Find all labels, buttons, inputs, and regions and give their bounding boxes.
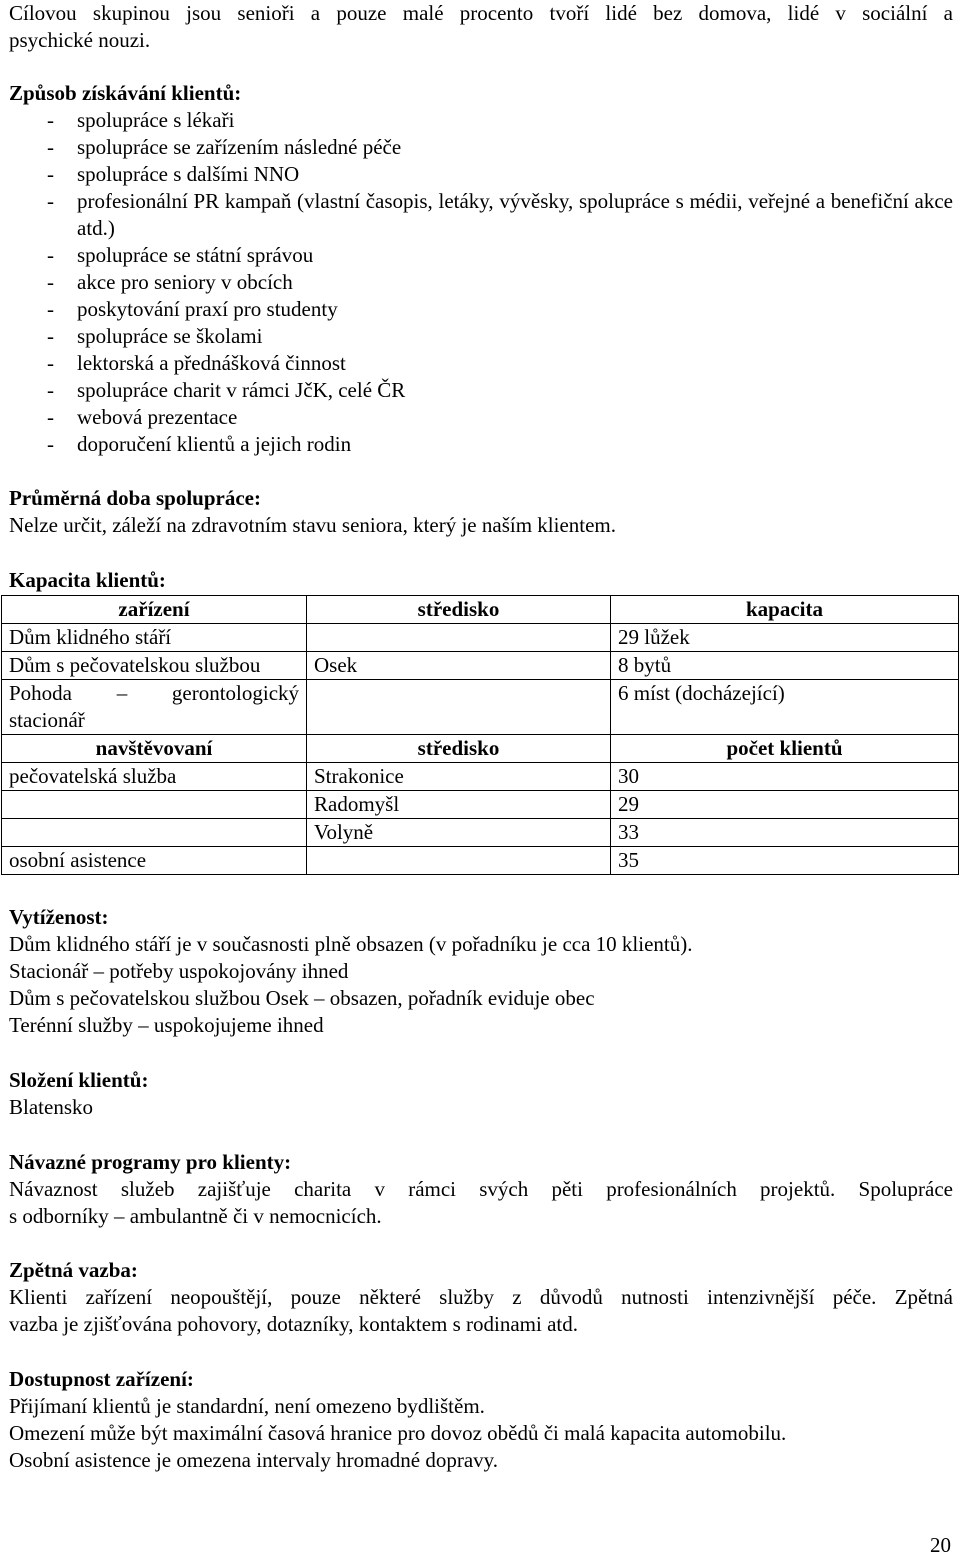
list-dash: - (47, 432, 54, 456)
availability-line: Osobní asistence je omezena intervaly hromadné dopravy. (9, 1448, 499, 1472)
table-cell: 29 lůžek (611, 624, 959, 652)
load-heading: Vytíženost: (9, 905, 109, 929)
list-item-text: spolupráce charit v rámci JčK, celé ČR (77, 378, 406, 402)
table-row (2, 680, 959, 735)
table-cell (307, 680, 611, 735)
list-item-text: doporučení klientů a jejich rodin (77, 432, 352, 456)
list-dash: - (47, 351, 54, 375)
programs-line-1: Návaznost služeb zajišťuje charita v rámci svých pěti profesionálních projektů. Spolupráce (9, 1177, 953, 1201)
availability-heading: Dostupnost zařízení: (9, 1367, 194, 1391)
programs-line-2: s odborníky – ambulantně či v nemocnicích. (9, 1204, 382, 1228)
table-cell: Volyně (307, 819, 611, 847)
programs-section (9, 1149, 953, 1230)
composition-heading: Složení klientů: (9, 1068, 149, 1092)
table-cell: 29 (611, 791, 959, 819)
pohoda-dash: – (116, 681, 128, 705)
table-cell: Strakonice (307, 763, 611, 791)
list-dash: - (47, 405, 54, 429)
availability-line: Přijímaní klientů je standardní, není omezeno bydlištěm. (9, 1394, 485, 1418)
capacity-table (1, 595, 959, 875)
table-cell: Osek (307, 652, 611, 680)
list-item-text: profesionální PR kampaň (vlastní časopis, letáky, vývěsky, spolupráce s médii, veřejné a benefiční akce atd.) (77, 189, 953, 240)
table-cell: osobní asistence (2, 847, 307, 875)
list-item (9, 377, 953, 404)
list-dash: - (47, 243, 54, 267)
table-row (2, 791, 959, 819)
table-cell: Dům s pečovatelskou službou (2, 652, 307, 680)
duration-text: Nelze určit, záleží na zdravotním stavu seniora, který je naším klientem. (9, 513, 617, 537)
capacity-heading: Kapacita klientů: (9, 568, 166, 592)
composition-section (9, 1067, 953, 1121)
intro-section (9, 0, 953, 54)
duration-heading: Průměrná doba spolupráce: (9, 486, 261, 510)
page-number: 20 (930, 1533, 951, 1557)
feedback-heading: Zpětná vazba: (9, 1258, 138, 1282)
list-item (9, 107, 953, 134)
list-dash: - (47, 270, 54, 294)
load-line: Dům klidného stáří je v současnosti plně obsazen (v pořadníku je cca 10 klientů). (9, 932, 693, 956)
table-header-cell: středisko (307, 735, 611, 763)
pohoda-word: stacionář (9, 708, 85, 732)
list-item (9, 350, 953, 377)
table-header-cell: kapacita (611, 596, 959, 624)
load-line: Stacionář – potřeby uspokojovány ihned (9, 959, 349, 983)
table-row (2, 847, 959, 875)
availability-section (9, 1366, 953, 1474)
list-item (9, 134, 953, 161)
table-cell (2, 791, 307, 819)
load-line: Dům s pečovatelskou službou Osek – obsazen, pořadník eviduje obec (9, 986, 595, 1010)
load-section (9, 904, 953, 1039)
feedback-line-1: Klienti zařízení neopouštějí, pouze některé služby z důvodů nutnosti intenzivnější péče. Zpětná (9, 1285, 953, 1309)
acquisition-heading: Způsob získávání klientů: (9, 81, 242, 105)
table-cell: 30 (611, 763, 959, 791)
table-cell: Dům klidného stáří (2, 624, 307, 652)
list-item (9, 188, 953, 242)
pohoda-line (9, 680, 299, 707)
list-item-text: lektorská a přednášková činnost (77, 351, 346, 375)
programs-heading: Návazné programy pro klienty: (9, 1150, 292, 1174)
table-header-cell: středisko (307, 596, 611, 624)
table-cell (307, 624, 611, 652)
pohoda-word: gerontologický (171, 681, 300, 705)
table-header-cell: zařízení (2, 596, 307, 624)
table-cell (2, 819, 307, 847)
list-item-text: spolupráce se státní správou (77, 243, 314, 267)
duration-section (9, 485, 953, 539)
table-cell: 6 míst (docházející) (611, 680, 959, 735)
feedback-line-2: vazba je zjišťována pohovory, dotazníky, kontaktem s rodinami atd. (9, 1312, 579, 1336)
acquisition-list (9, 107, 953, 458)
capacity-section (9, 567, 953, 594)
table-cell (2, 680, 307, 735)
composition-text: Blatensko (9, 1095, 93, 1119)
list-item-text: spolupráce se školami (77, 324, 263, 348)
load-line: Terénní služby – uspokojujeme ihned (9, 1013, 324, 1037)
list-item (9, 242, 953, 269)
list-dash: - (47, 378, 54, 402)
list-dash: - (47, 135, 54, 159)
availability-line: Omezení může být maximální časová hranice pro dovoz obědů či malá kapacita automobilu. (9, 1421, 787, 1445)
table-row (2, 624, 959, 652)
list-item-text: akce pro seniory v obcích (77, 270, 293, 294)
list-dash: - (47, 324, 54, 348)
list-dash: - (47, 162, 54, 186)
list-item (9, 269, 953, 296)
list-item-text: webová prezentace (77, 405, 238, 429)
table-header-row (2, 596, 959, 624)
list-item (9, 431, 953, 458)
table-row (2, 819, 959, 847)
table-row (2, 652, 959, 680)
list-item-text: poskytování praxí pro studenty (77, 297, 338, 321)
intro-line-2: psychické nouzi. (9, 28, 151, 52)
table-header-row (2, 735, 959, 763)
list-item-text: spolupráce s lékaři (77, 108, 235, 132)
list-item-text: spolupráce se zařízením následné péče (77, 135, 402, 159)
list-item (9, 296, 953, 323)
list-dash: - (47, 297, 54, 321)
feedback-section (9, 1257, 953, 1338)
list-item (9, 323, 953, 350)
table-header-cell: navštěvovaní (2, 735, 307, 763)
intro-line-1: Cílovou skupinou jsou senioři a pouze malé procento tvoří lidé bez domova, lidé v sociální a (9, 1, 953, 25)
table-row (2, 763, 959, 791)
acquisition-section (9, 80, 953, 458)
table-cell (307, 847, 611, 875)
table-cell: 33 (611, 819, 959, 847)
table-cell: pečovatelská služba (2, 763, 307, 791)
pohoda-word: Pohoda (9, 681, 72, 705)
table-cell: Radomyšl (307, 791, 611, 819)
table-cell: 35 (611, 847, 959, 875)
list-dash: - (47, 108, 54, 132)
list-item-text: spolupráce s dalšími NNO (77, 162, 300, 186)
list-item (9, 161, 953, 188)
table-cell: 8 bytů (611, 652, 959, 680)
list-item (9, 404, 953, 431)
table-header-cell: počet klientů (611, 735, 959, 763)
list-dash: - (47, 189, 54, 213)
